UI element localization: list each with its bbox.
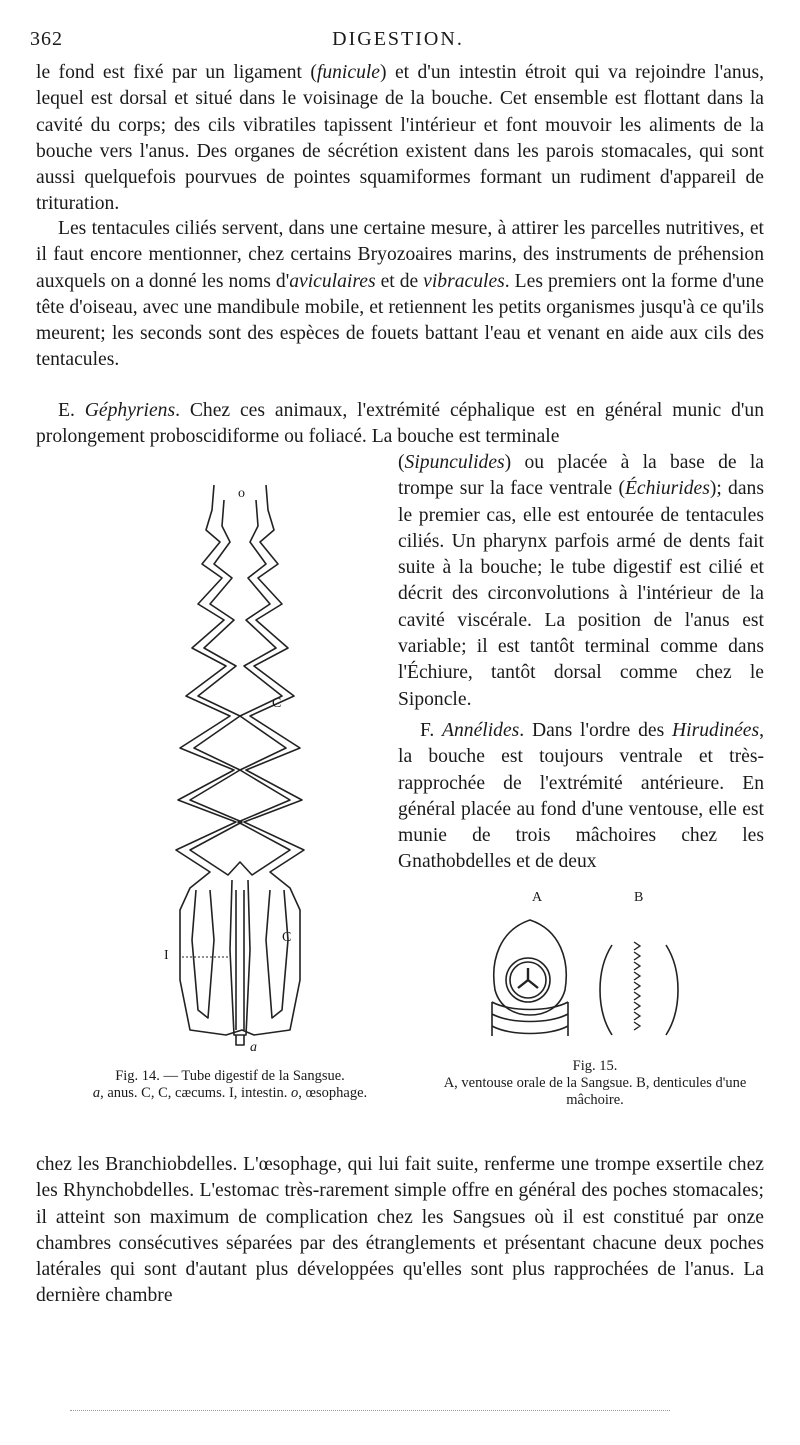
body-annuli <box>492 1002 568 1036</box>
paragraph-gephyriens-body: (Sipunculides) ou placée à la base de la trompe sur la face ventrale (Échiurides); dans le premier cas, elle est entourée de tentacules ciliés. Un pharynx parfois armé de dents fait suite à la bouche; le tube digestif est cilié et décrit des circonvolutions à l'intérieur de la cavité viscérale. La position de l'anus est variable; il est tantôt terminal comme dans l'Échiure, tantôt dorsal comme chez le Siponcle. <box>398 452 764 710</box>
page-header <box>30 28 766 58</box>
stomach-inner-outline <box>190 500 290 875</box>
anus-tip <box>236 1035 244 1045</box>
figure-15-caption-legend: A, ventouse orale de la Sangsue. B, denticules d'une mâchoire. <box>443 1075 747 1108</box>
three-jaws <box>518 968 538 988</box>
stomach-outer-outline <box>176 485 304 1035</box>
intestine <box>230 880 250 1035</box>
label-intestine: I <box>164 948 169 963</box>
running-title: DIGESTION. <box>332 28 464 50</box>
figure-14-caption-legend: a, anus. C, C, cæcums. I, intestin. o, œsophage. <box>92 1085 368 1101</box>
paragraph-tentacles: Les tentacules ciliés servent, dans une certaine mesure, à attirer les parcelles nutritives, et il faut encore mentionner, chez certains Bryozoaires marins, des instruments de préhension auxquels on a donné les noms d'aviculaires et de vibracules. Les premiers ont la forme d'une tête d'oiseau, avec une mandibule mobile, et retiennent les petits organismes jusqu'à ce qu'ils meurent; les seconds sont des espèces de fouets battant l'eau et venant en aide aux cils des tentacules. <box>36 218 764 371</box>
section-heading-gephyriens: Géphyriens <box>84 400 176 421</box>
label-caecum-upper: C <box>272 696 282 711</box>
paragraph-leech-stomach: chez les Branchiobdelles. L'œsophage, qui lui fait suite, renferme une trompe exsertile chez les Rhynchobdelles. L'estomac très-rarement simple offre en général des poches stomacales; il atteint son maximum de complication chez les Sangsues où il est constitué par onze chambres consécutives séparées par des étranglements et présentant chacune deux poches latérales qui sont d'autant plus développées qu'elles sont plus rapprochées de l'anus. La dernière chambre <box>36 1154 764 1307</box>
denticles <box>634 942 640 1030</box>
label-caecum-lower: C <box>282 930 292 945</box>
jaw-outline-left <box>600 945 612 1035</box>
jaw-outline-right <box>666 945 678 1035</box>
label-oesophagus: o <box>238 486 245 501</box>
page-number: 362 <box>30 28 63 50</box>
leech-digestive-tube-drawing <box>150 470 330 1060</box>
bottom-dotted-rule <box>70 1410 670 1411</box>
sucker-outline <box>494 920 566 1015</box>
figure-15-caption <box>420 1058 770 1109</box>
caecum-right <box>266 890 288 1018</box>
caecum-left <box>192 890 214 1018</box>
label-a-sucker: A <box>532 890 543 905</box>
paragraph-bryozoa-intestine: le fond est fixé par un ligament (funicule) et d'un intestin étroit qui va rejoindre l'anus, lequel est dorsal et situé dans le voisinage de la bouche. Cet ensemble est flottant dans la cavité du corps; des cils vibratiles tapissent l'intérieur et font mouvoir les aliments de la bouche vers l'anus. Des organes de sécrétion existent dans les parois stomacales, qui sont aussi quelquefois pourvues de pointes squamiformes formant un rudiment d'appareil de trituration. <box>36 62 764 215</box>
label-anus: a <box>250 1040 257 1055</box>
label-b-denticles: B <box>634 890 644 905</box>
paragraph-gephyriens-intro: E. Géphyriens. Chez ces animaux, l'extrémité céphalique est en général munic d'un prolongement proboscidiforme ou foliacé. La bouche est terminale <box>36 400 765 448</box>
paragraph-annelides: F. Annélides. Dans l'ordre des Hirudinées, la bouche est toujours ventrale et très-rapprochée de l'extrémité antérieure. En général placée au fond d'une ventouse, elle est munie de trois mâchoires chez les Gnathobdelles et de deux <box>398 720 764 873</box>
figure-14-digestive-tube <box>150 470 330 1060</box>
figure-14-caption-title: Fig. 14. — Tube digestif de la Sangsue. <box>115 1068 345 1084</box>
intestine-inner <box>236 890 244 1030</box>
figure-15-caption-title: Fig. 15. <box>572 1058 618 1074</box>
sucker-and-jaw-drawing <box>470 890 690 1050</box>
figure-14-caption <box>80 1068 380 1102</box>
figure-15-sucker-denticles <box>470 890 690 1050</box>
section-heading-annelides: Annélides <box>442 720 520 741</box>
